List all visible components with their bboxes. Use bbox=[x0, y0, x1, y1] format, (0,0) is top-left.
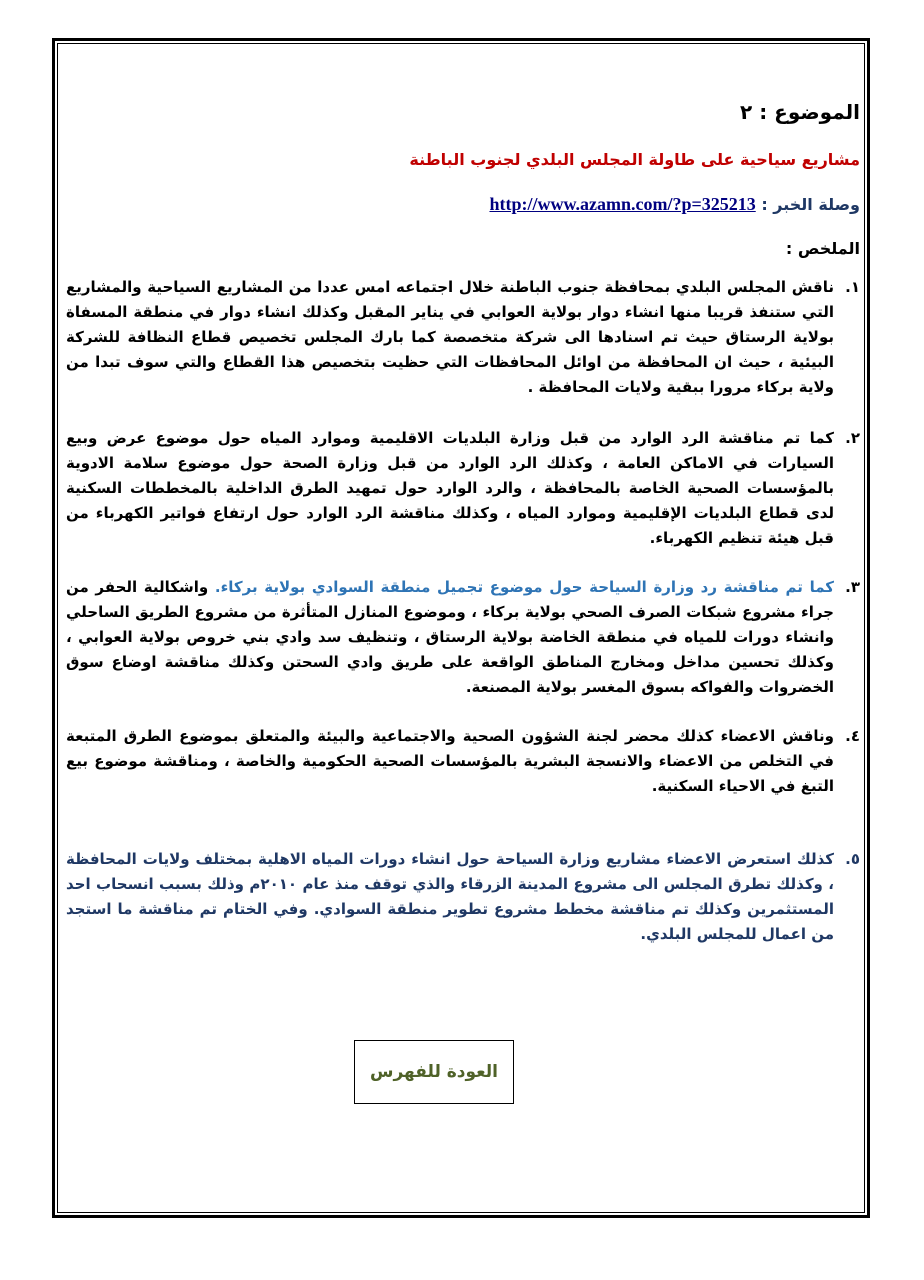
summary-point-1 bbox=[66, 275, 860, 400]
document-body bbox=[66, 98, 860, 947]
news-headline: مشاريع سياحية على طاولة المجلس البلدي لجنوب الباطنة bbox=[409, 150, 860, 169]
point-number: ٥. bbox=[845, 850, 860, 868]
summary-point-3 bbox=[66, 575, 860, 700]
point-lead-text: كما تم مناقشة رد وزارة السياحة حول موضوع تجميل منطقة السوادي بولاية بركاء. bbox=[214, 578, 835, 596]
back-to-index-button[interactable] bbox=[354, 1040, 514, 1104]
subject-heading: الموضوع : ٢ bbox=[740, 100, 860, 124]
point-text: كما تم مناقشة الرد الوارد من قبل وزارة البلديات الاقليمية وموارد المياه حول موضوع عرض وبيع السيارات في الاماكن العامة ، وكذلك الرد الوارد من قبل وزارة الصحة حول موضوع سلامة الادوية بالمؤسسات الصحية الخاصة بالمحافظة ، والرد الوارد حول تمهيد الطرق الداخلية بالمخططات السكنية لدى قطاع البلديات الإقليمية وموارد المياه ، وكذلك مناقشة الرد الوارد حول ارتفاع فواتير الكهرباء من قبل هيئة تنظيم الكهرباء. bbox=[66, 429, 834, 547]
point-number: ٤. bbox=[845, 727, 860, 745]
point-number: ٢. bbox=[845, 429, 860, 447]
summary-point-5 bbox=[66, 847, 860, 947]
point-text: كذلك استعرض الاعضاء مشاريع وزارة السياحة حول انشاء دورات المياه الاهلية بمختلف ولايات المحافظة ، وكذلك تطرق المجلس الى مشروع المدينة الزرقاء والذي توقف منذ عام ٢٠١٠م وذلك بسبب انسحاب احد المستثمرين وكذلك تم مناقشة مخطط مشروع تطوير منطقة السوادي. وفي الختام تم مناقشة ما استجد من اعمال للمجلس البلدي. bbox=[66, 850, 834, 943]
back-to-index-label: العودة للفهرس bbox=[370, 1062, 498, 1082]
point-number: ١. bbox=[845, 278, 860, 296]
point-text-wrapper bbox=[66, 575, 834, 700]
news-link-url[interactable]: http://www.azamn.com/?p=325213 bbox=[489, 194, 756, 214]
point-text: وناقش الاعضاء كذلك محضر لجنة الشؤون الصحية والاجتماعية والبيئة والمتعلق بموضوع الطرق المتبعة في التخلص من الاعضاء والانسجة البشرية بالمؤسسات الصحية الحكومية والخاصة ، ومناقشة موضوع بيع التبغ في الاحياء السكنية. bbox=[66, 727, 834, 795]
point-text: ناقش المجلس البلدي بمحافظة جنوب الباطنة خلال اجتماعه امس عددا من المشاريع السياحية والمشاريع التي ستنفذ قريبا منها انشاء دوار بولاية العوابي في يناير المقبل وكذلك انشاء دوار في منطقة المسفاة بولاية الرستاق حيث تم اسنادها الى شركة متخصصة كما بارك المجلس تخصيص قطاع النظافة للشركة البيئية ، حيث ان المحافظة من اوائل المحافظات التي حظيت بتخصيص هذا القطاع والتي سوف تبدا من ولاية بركاء مرورا ببقية ولايات المحافظة . bbox=[66, 278, 834, 396]
news-link-label: وصلة الخبر : bbox=[761, 195, 860, 214]
summary-points-list bbox=[66, 275, 860, 947]
summary-label: الملخص : bbox=[785, 239, 860, 258]
point-number: ٣. bbox=[845, 578, 860, 596]
summary-point-4 bbox=[66, 724, 860, 799]
summary-point-2 bbox=[66, 426, 860, 551]
news-link-row bbox=[66, 192, 860, 217]
point-text: واشكالية الحفر من جراء مشروع شبكات الصرف الصحي بولاية بركاء ، وموضوع المنازل المتأثرة من مشروع الطريق الساحلي وانشاء دورات للمياه في منطقة الخاضة بولاية الرستاق ، وتنظيف سد وادي بني خروص بولاية العوابي ، وكذلك تحسين مداخل ومخارج المناطق الواقعة على طريق وادي السحتن وكذلك مناقشة اوضاع سوق الخضروات والفواكه بسوق المغسر بولاية المصنعة. bbox=[66, 578, 834, 696]
